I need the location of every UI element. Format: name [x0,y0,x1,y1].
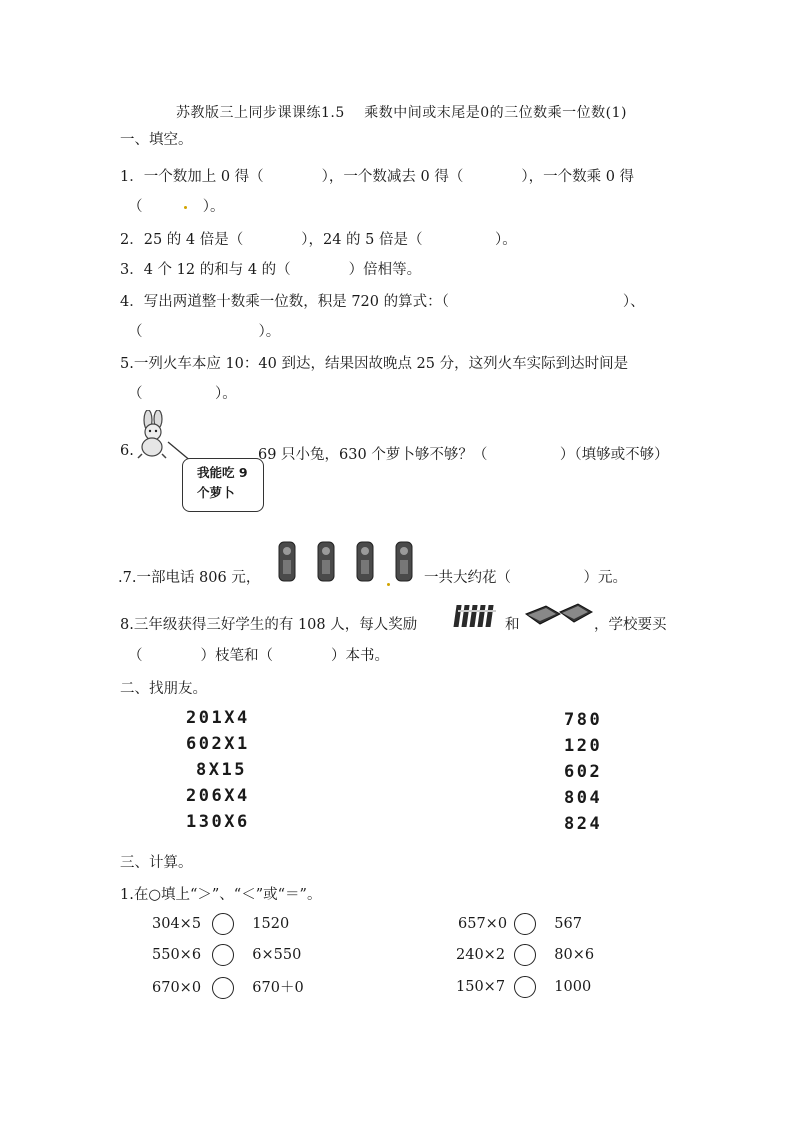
match-right-5: 824 [564,814,603,834]
pencil-icon [453,602,497,630]
phone-group [276,540,418,588]
compare-row-2-right [456,944,594,966]
question-8-line-1-c: ，学校要买 [594,617,667,633]
question-8-line-2: （ ）枝笔和（ ）本书。 [128,648,389,664]
compare-left-expr: 240×2 [456,947,506,963]
speech-bubble: 我能吃 9 个萝卜 [182,458,264,512]
compare-right-expr: 80×6 [554,947,595,963]
match-right-4: 804 [564,788,603,808]
match-left-1: 201X4 [186,708,250,728]
question-6-text: 69 只小兔，630 个萝卜够不够？（ ）（填够或不够） [258,447,669,463]
compare-right-expr: 6×550 [252,947,302,963]
calc-instruction: 1.在○填上“＞”、“＜”或“＝”。 [120,887,322,903]
phone-icon [276,540,418,584]
compare-row-2-left [152,944,301,966]
match-right-2: 120 [564,736,603,756]
question-5-line-1: 5.一列火车本应 10：40 到达，结果因故晚点 25 分，这列火车实际到达时间是 [120,356,629,372]
compare-left-expr: 657×0 [458,916,508,932]
compare-circle[interactable] [514,913,536,935]
match-left-2: 602X1 [186,734,250,754]
compare-row-3-right [456,976,591,998]
question-7-prefix: .7.一部电话 806 元， [118,570,261,586]
compare-right-expr: 1520 [252,916,290,932]
compare-circle[interactable] [514,976,536,998]
question-4-line-2: （ ）。 [128,324,281,340]
question-5-line-2: （ ）。 [128,386,237,402]
compare-row-1-right [458,913,582,935]
compare-left-expr: 304×5 [152,916,202,932]
compare-circle[interactable] [514,944,536,966]
question-1-line-2 [128,195,224,216]
question-6-number: 6. [120,443,134,459]
question-2: 2．25 的 4 倍是（ ），24 的 5 倍是（ ）。 [120,232,517,248]
section-heading-fill-blank: 一、填空。 [120,132,193,148]
compare-right-expr: 567 [554,916,582,932]
stray-dot-2 [384,576,393,592]
compare-circle[interactable] [212,944,234,966]
question-1-open-paren: （ [128,199,143,215]
question-7-suffix: 一共大约花（ ）元。 [424,570,627,586]
question-3: 3．4 个 12 的和与 4 的（ ）倍相等。 [120,262,422,278]
compare-right-expr: 670＋0 [252,980,304,996]
match-left-5: 130X6 [186,812,250,832]
section-heading-calc: 三、计算。 [120,855,193,871]
compare-row-3-left [152,976,304,999]
compare-left-expr: 550×6 [152,947,202,963]
match-left-3: 8X15 [196,760,247,780]
question-1-close-paren: ）。 [202,199,225,215]
match-right-1: 780 [564,710,603,730]
compare-left-expr: 670×0 [152,980,202,996]
compare-row-1-left [152,913,289,935]
compare-circle[interactable] [212,977,234,999]
page-title: 苏教版三上同步课课练1.5 乘数中间或末尾是0的三位数乘一位数(1) [176,105,627,121]
match-left-4: 206X4 [186,786,250,806]
book-icon [522,600,594,630]
compare-right-expr: 1000 [554,979,592,995]
section-heading-match: 二、找朋友。 [120,681,207,697]
compare-left-expr: 150×7 [456,979,506,995]
stray-dot [184,206,187,209]
question-1-line-1: 1．一个数加上 0 得（ ），一个数减去 0 得（ ），一个数乘 0 得 [120,169,635,185]
question-8-and: 和 [505,617,520,633]
match-right-3: 602 [564,762,603,782]
question-8-line-1-a: 8.三年级获得三好学生的有 108 人，每人奖励 [120,617,418,633]
question-4-line-1: 4．写出两道整十数乘一位数，积是 720 的算式：（ ）、 [120,294,645,310]
compare-circle[interactable] [212,913,234,935]
